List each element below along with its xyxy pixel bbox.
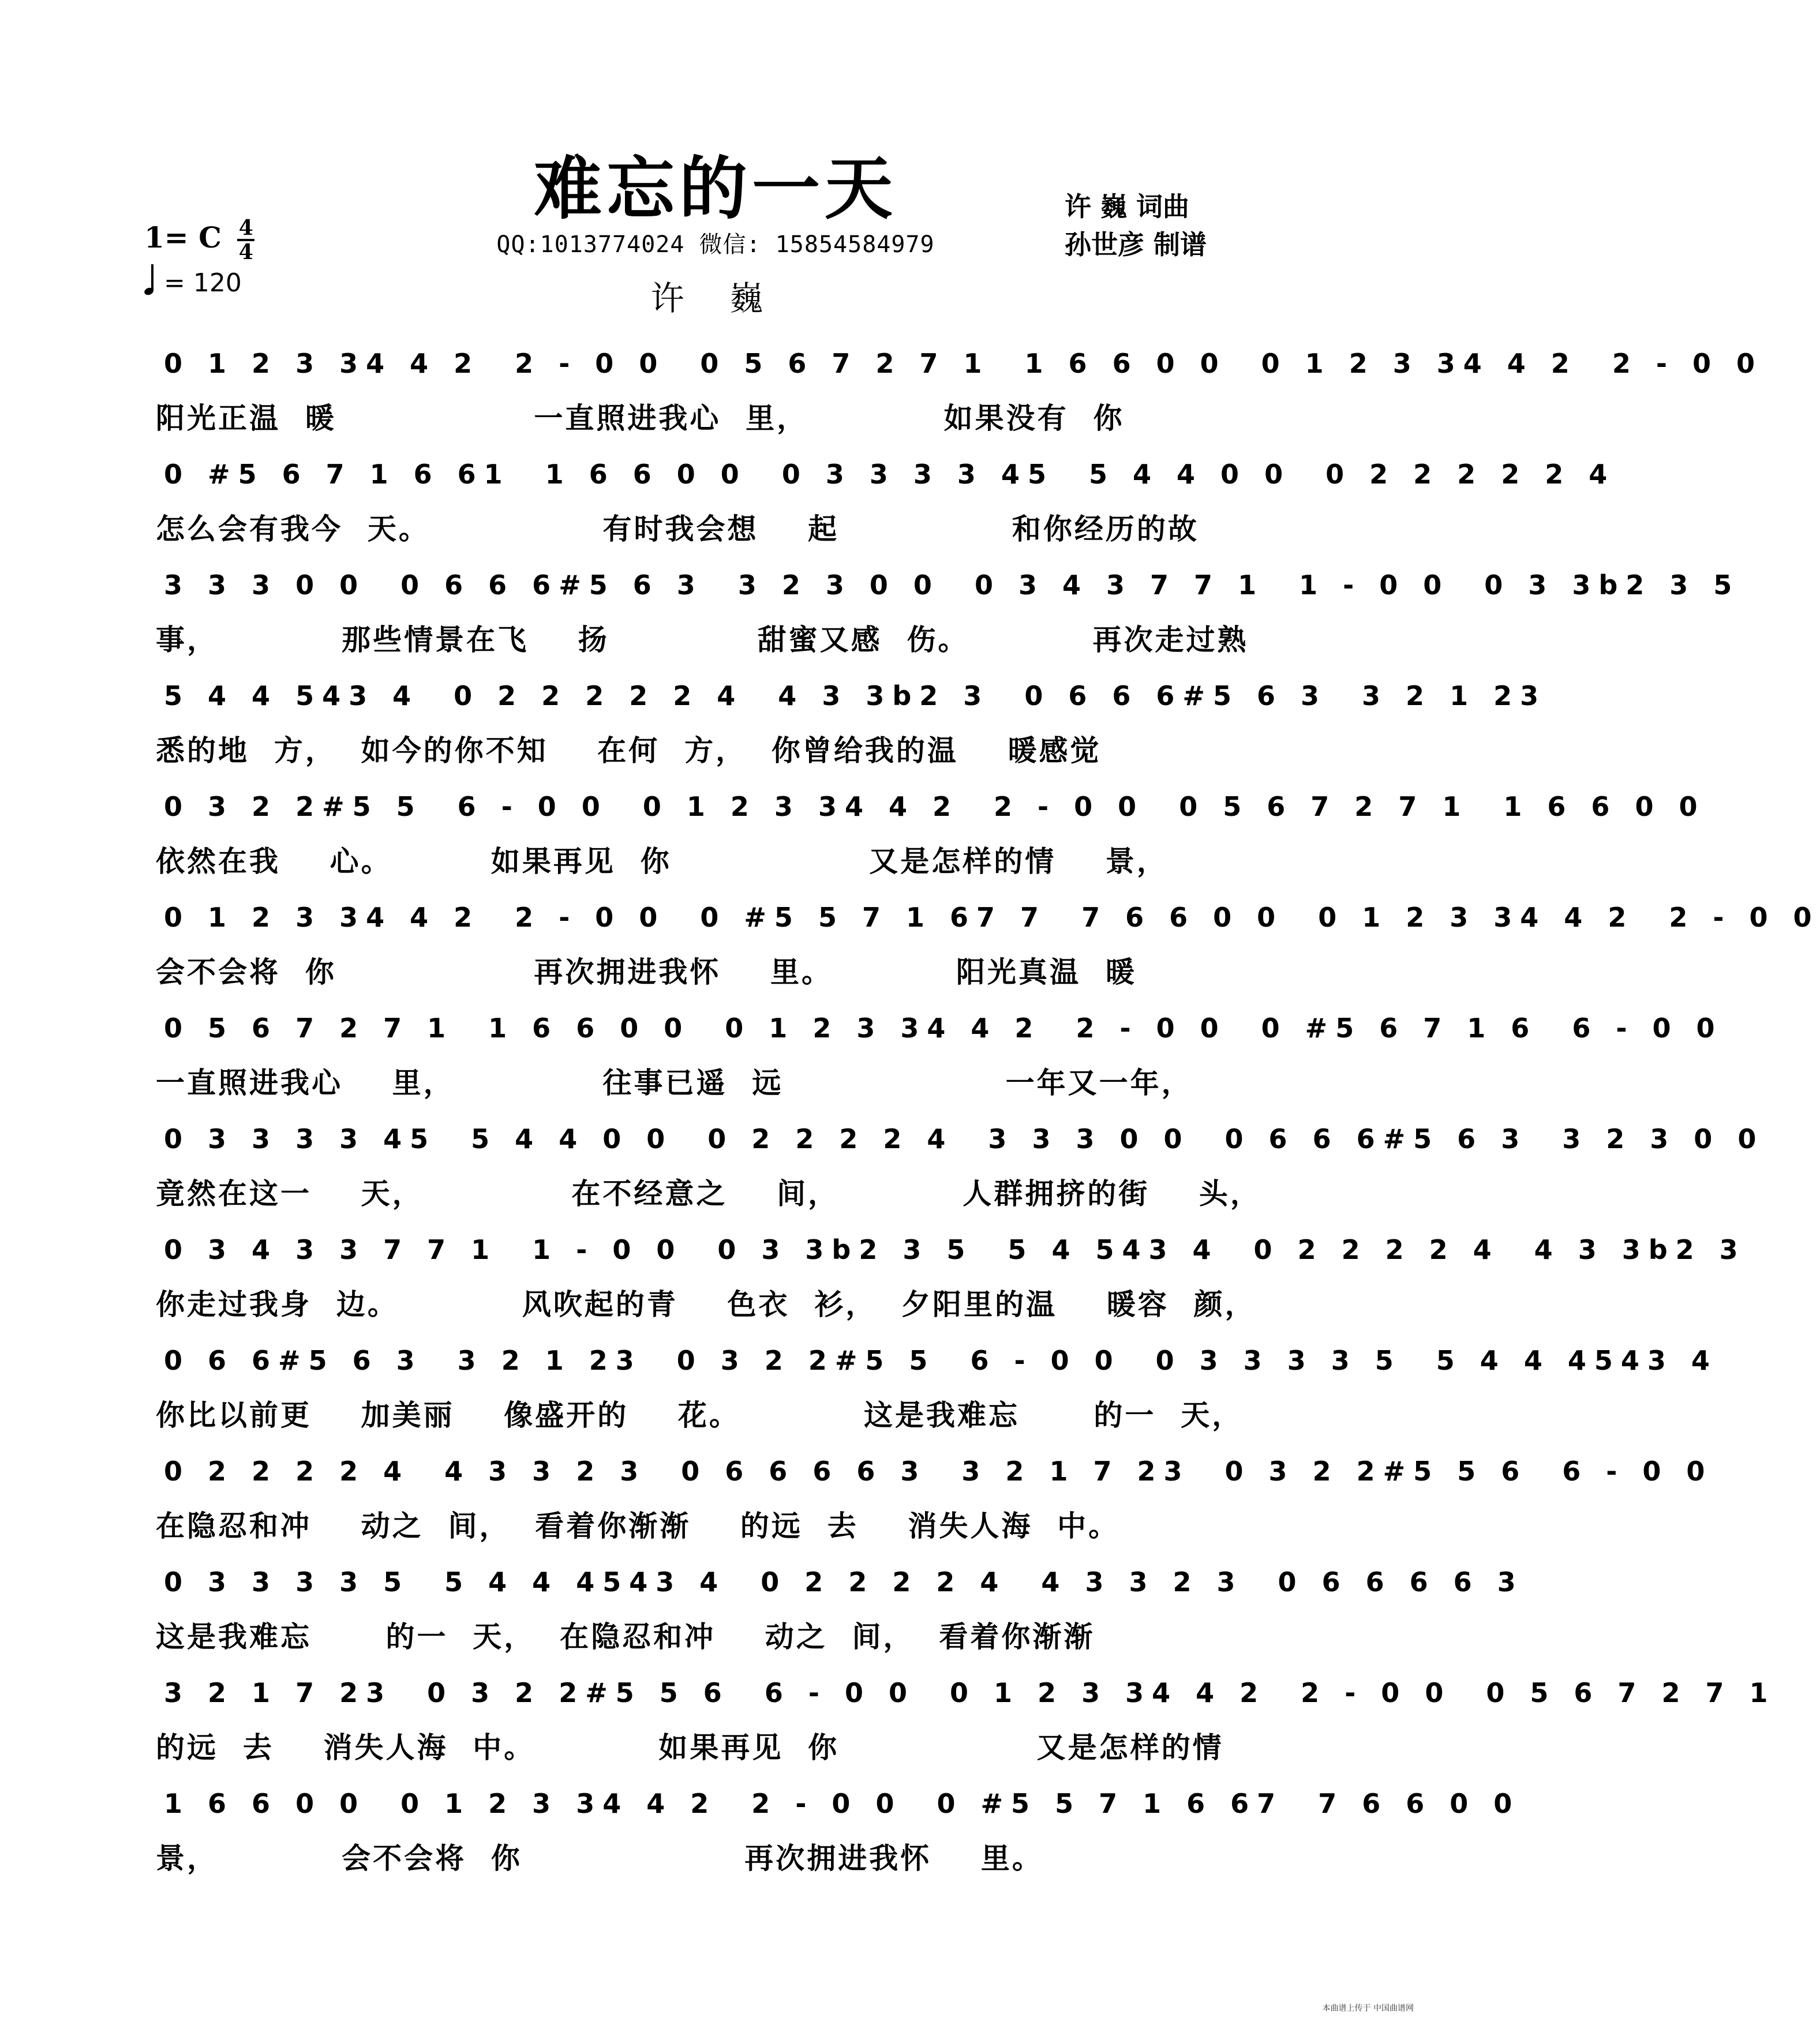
lyric-line: 你走过我身 边。 风吹起的青 色衣 衫， 夕阳里的温 暖容 颜， [156,1287,1256,1321]
score-row [133,1550,1524,1661]
notation-text: 0 2 2 2 2 4 4 3 3 2 3 0 6 6 6 6 3 3 2 1 7 23 0 3 2 2#5 5 6 6 - 0 0 [164,1456,1713,1487]
score-row [133,1440,1713,1550]
tempo-value: = 120 [164,268,242,298]
credits [1065,188,1307,264]
time-signature [237,218,254,262]
score-row [133,443,1616,553]
notation-text: 0 3 3 3 3 45 5 4 4 0 0 0 2 2 2 2 4 3 3 3 0 0 0 6 6 6#5 6 3 3 2 3 0 0 [164,1123,1765,1155]
score-row [133,775,1706,886]
notation-line [133,451,1616,497]
notation-line [133,1116,1765,1162]
score-row [133,996,1723,1107]
score-row [133,1218,1746,1329]
notation-text: 0 5 6 7 2 7 1 1 6 6 0 0 0 1 2 3 34 4 2 2 - 0 0 0 #5 6 7 1 6 6 - 0 0 [164,1013,1723,1044]
notation-text: 5 4 4 543 4 0 2 2 2 2 2 4 4 3 3b2 3 0 6 6 6#5 6 3 3 2 1 23 [164,680,1547,711]
notation-text: 0 6 6#5 6 3 3 2 1 23 0 3 2 2#5 5 6 - 0 0 0 3 3 3 3 5 5 4 4 4543 4 [164,1345,1718,1376]
time-top: 4 [238,216,253,240]
lyric-line: 事， 那些情景在飞 扬 甜蜜又感 伤。 再次走过熟 [156,623,1249,657]
lyric-line: 竟然在这一 天， 在不经意之 间， 人群拥挤的街 头， [156,1176,1261,1210]
lyric-line: 在隐忍和冲 动之 间， 看着你渐渐 的远 去 消失人海 中。 [156,1509,1120,1543]
notation-text: 1 6 6 0 0 0 1 2 3 34 4 2 2 - 0 0 0 #5 5 7 1 6 67 7 6 6 0 0 [164,1788,1521,1819]
notation-text: 0 3 4 3 3 7 7 1 1 - 0 0 0 3 3b2 3 5 5 4 543 4 0 2 2 2 2 4 4 3 3b2 3 [164,1234,1746,1265]
notation-line [133,1781,1521,1827]
score-row [133,886,1820,996]
lyric-line: 你比以前更 加美丽 像盛开的 花。 这是我难忘 的一 天， [156,1398,1244,1432]
notation-text: 3 2 1 7 23 0 3 2 2#5 5 6 6 - 0 0 0 1 2 3 34 4 2 2 - 0 0 0 5 6 7 2 7 1 [164,1677,1776,1708]
lyricist-credit: 许 巍 词曲 [1065,191,1190,222]
footer-credit: 本曲谱上传于 中国曲谱网 [1322,2004,1414,2013]
lyric-line: 景， 会不会将 你 再次拥进我怀 里。 [156,1841,1043,1875]
score-row [133,332,1763,443]
lyric-line: 会不会将 你 再次拥进我怀 里。 阳光真温 暖 [156,955,1137,989]
score [133,332,1820,1883]
lyric-line: 依然在我 心。 如果再见 你 又是怎样的情 景， [156,844,1168,878]
score-row [133,1661,1776,1772]
arranger-credit: 孙世彦 制谱 [1065,229,1207,260]
lyric-line: 阳光正温 暖 一直照进我心 里， 如果没有 你 [156,401,1125,435]
score-row [133,1772,1521,1883]
lyric-line: 怎么会有我今 天。 有时我会想 起 和你经历的故 [156,512,1199,546]
notation-text: 0 3 3 3 3 5 5 4 4 4543 4 0 2 2 2 2 4 4 3 3 2 3 0 6 6 6 6 3 [164,1566,1524,1598]
song-title: 难忘的一天 [533,148,897,228]
singer-name: 许 巍 [650,279,781,318]
notation-line [133,673,1547,719]
notation-line [133,1448,1713,1494]
notation-text: 0 #5 6 7 1 6 61 1 6 6 0 0 0 3 3 3 3 45 5 4 4 0 0 0 2 2 2 2 2 4 [164,459,1616,490]
tempo-marking [144,268,242,298]
lyric-line: 一直照进我心 里， 往事已遥 远 一年又一年， [156,1066,1193,1100]
score-row [133,1329,1718,1440]
notation-text: 3 3 3 0 0 0 6 6 6#5 6 3 3 2 3 0 0 0 3 4 3 7 7 1 1 - 0 0 0 3 3b2 3 5 [164,569,1740,601]
notation-line [133,784,1706,830]
key-label: 1= C [144,220,222,254]
notation-line [133,1005,1723,1051]
score-row [133,553,1740,664]
notation-line [133,1337,1718,1384]
notation-line [133,1559,1524,1605]
lyric-line: 这是我难忘 的一 天， 在隐忍和冲 动之 间， 看着你渐渐 [156,1620,1095,1654]
key-signature [144,218,254,262]
lyric-line: 的远 去 消失人海 中。 如果再见 你 又是怎样的情 [156,1730,1224,1764]
notation-line [133,1227,1746,1273]
contact-info: QQ:1013774024 微信: 15854584979 [496,231,935,258]
notation-text: 0 3 2 2#5 5 6 - 0 0 0 1 2 3 34 4 2 2 - 0 0 0 5 6 7 2 7 1 1 6 6 0 0 [164,791,1706,822]
score-row [133,664,1547,775]
notation-line [133,340,1763,387]
notation-text: 0 1 2 3 34 4 2 2 - 0 0 0 #5 5 7 1 67 7 7 6 6 0 0 0 1 2 3 34 4 2 2 - 0 0 [164,902,1820,933]
notation-line [133,1670,1776,1716]
score-row [133,1107,1765,1218]
notation-line [133,894,1820,940]
lyric-line: 悉的地 方， 如今的你不知 在何 方， 你曾给我的温 暖感觉 [156,733,1102,767]
notation-line [133,562,1740,608]
notation-text: 0 1 2 3 34 4 2 2 - 0 0 0 5 6 7 2 7 1 1 6 6 0 0 0 1 2 3 34 4 2 2 - 0 0 [164,348,1763,379]
time-bottom: 4 [238,240,253,264]
